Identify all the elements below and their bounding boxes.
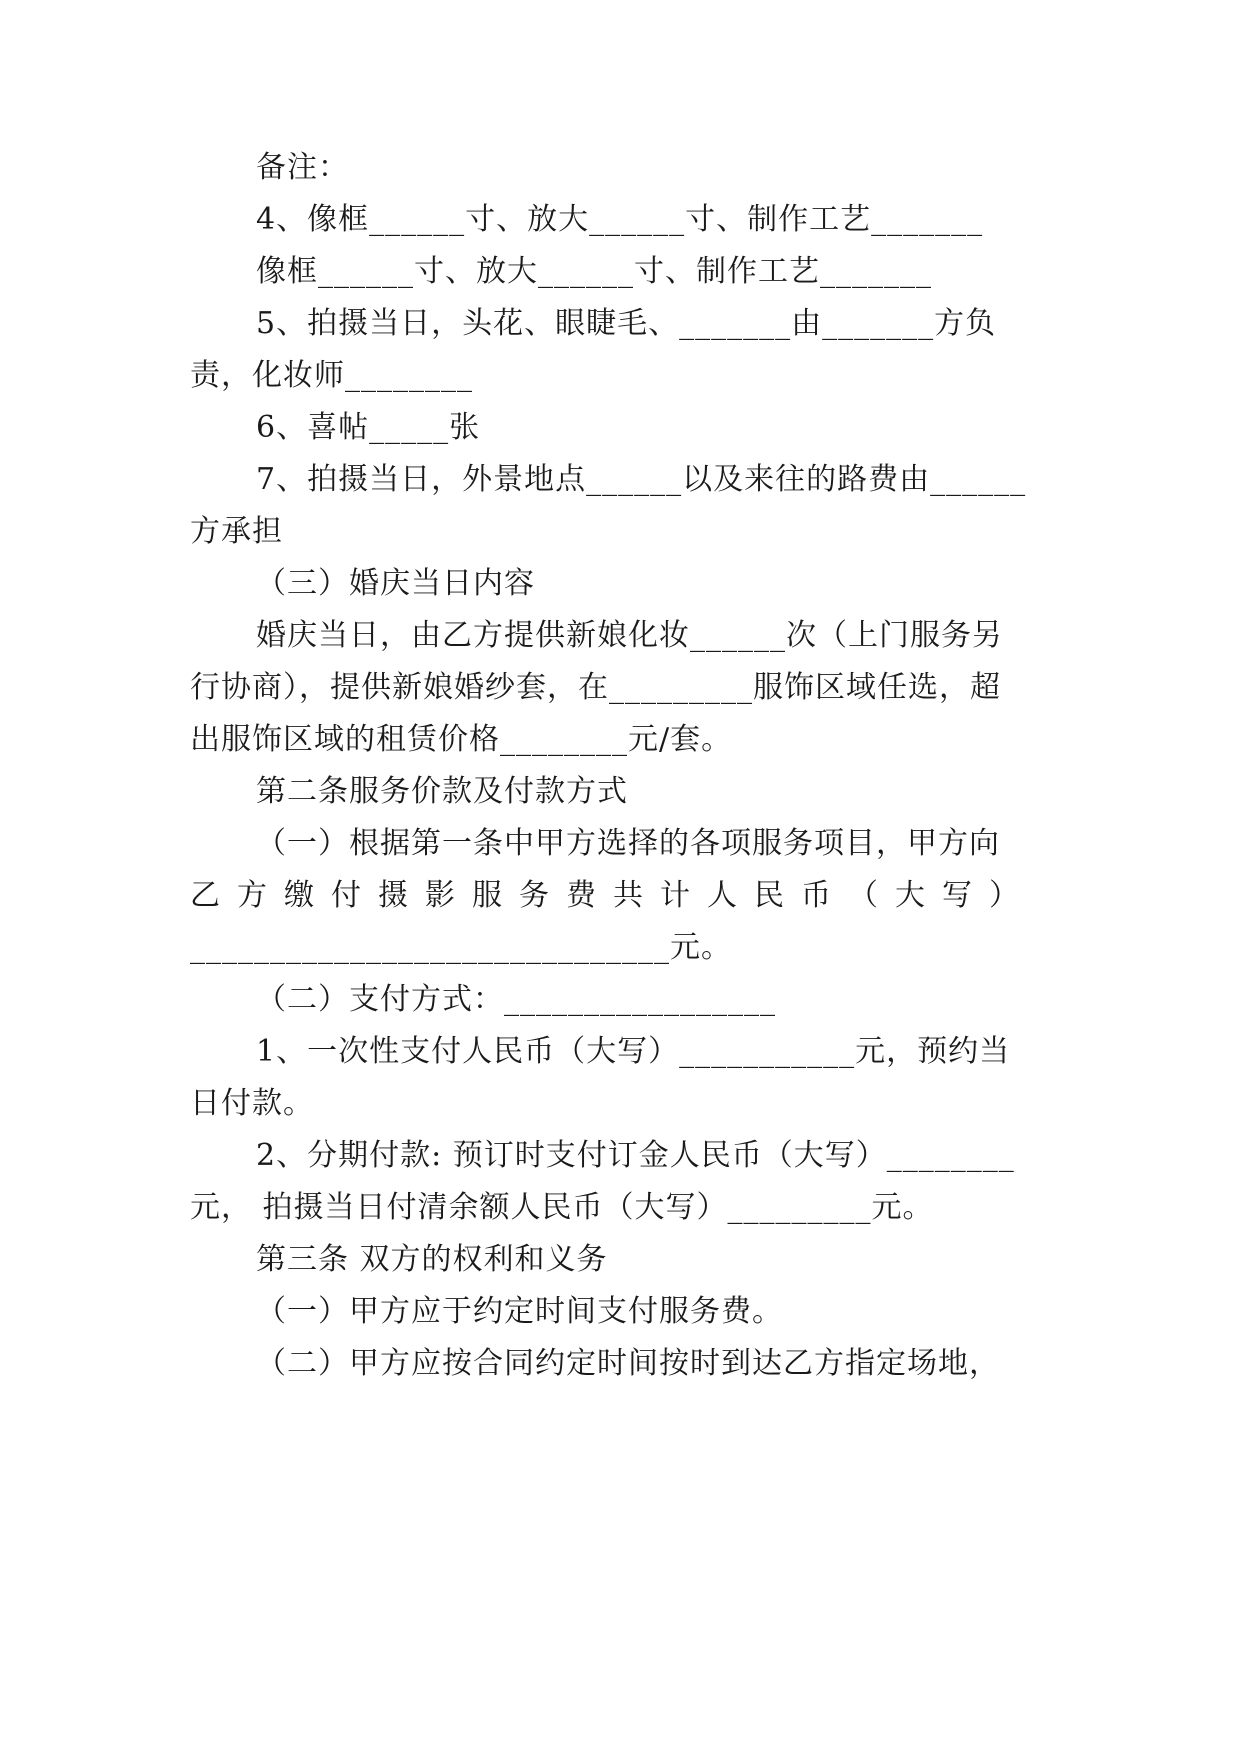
- doc-line: 责，化妆师________: [190, 358, 473, 393]
- doc-line: 4、像框______寸、放大______寸、制作工艺_______: [256, 202, 984, 237]
- doc-line: 婚庆当日，由乙方提供新娘化妆______次（上门服务另: [256, 618, 1003, 653]
- doc-line: 2、分期付款: 预订时支付订金人民币（大写）________: [256, 1138, 1015, 1173]
- doc-line: 日付款。: [190, 1086, 314, 1121]
- doc-line: 出服饰区域的租赁价格________元/套。: [190, 722, 733, 757]
- doc-line: 1、一次性支付人民币（大写）___________元，预约当: [256, 1034, 1011, 1069]
- doc-line: ______________________________元。: [190, 930, 732, 965]
- doc-line: 元， 拍摄当日付清余额人民币（大写）_________元。: [190, 1190, 934, 1225]
- section-heading: （三）婚庆当日内容: [256, 566, 535, 601]
- doc-line: 像框______寸、放大______寸、制作工艺_______: [256, 254, 932, 289]
- doc-line: 方承担: [190, 514, 283, 549]
- doc-line: （二）支付方式：_________________: [256, 982, 776, 1017]
- doc-line: 7、拍摄当日，外景地点______以及来往的路费由______: [256, 462, 1027, 497]
- article-heading: 第三条 双方的权利和义务: [256, 1242, 608, 1277]
- doc-line: （一）甲方应于约定时间支付服务费。: [256, 1294, 783, 1329]
- doc-line: （二）甲方应按合同约定时间按时到达乙方指定场地，: [256, 1346, 1000, 1381]
- article-heading: 第二条服务价款及付款方式: [256, 774, 628, 809]
- doc-line: 乙方缴付摄影服务费共计人民币（大写）: [190, 878, 1036, 913]
- doc-line: 5、拍摄当日，头花、眼睫毛、_______由_______方负: [256, 306, 997, 341]
- doc-line: 备注：: [256, 150, 349, 185]
- doc-line: （一）根据第一条中甲方选择的各项服务项目，甲方向: [256, 826, 1000, 861]
- doc-line: 行协商），提供新娘婚纱套，在_________服饰区域任选，超: [190, 670, 1001, 705]
- doc-line: 6、喜帖_____张: [256, 410, 481, 445]
